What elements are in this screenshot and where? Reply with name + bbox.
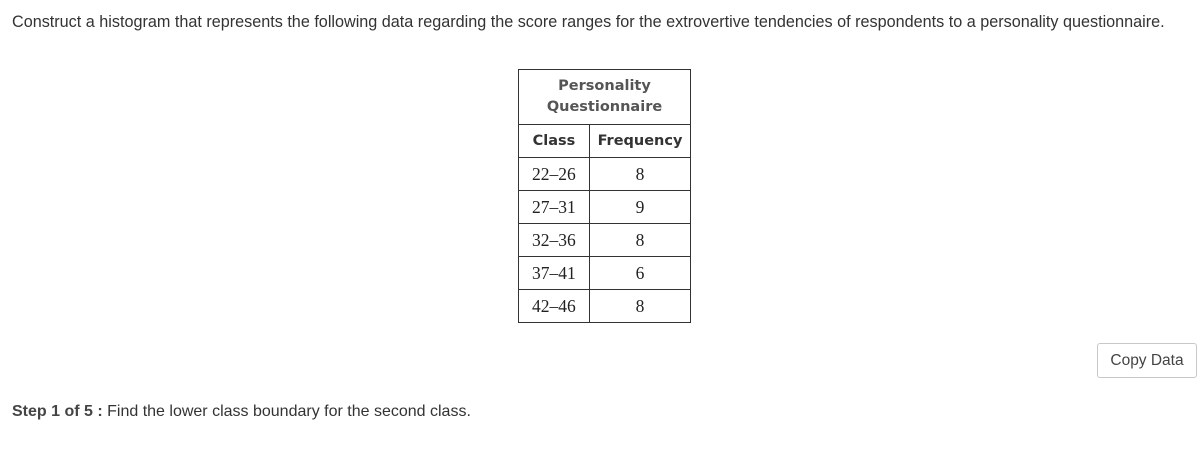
class-cell: 42–46 [519, 290, 590, 323]
table-row [519, 191, 691, 224]
copy-data-button[interactable]: Copy Data [1097, 343, 1197, 378]
step-instruction [12, 401, 471, 423]
class-cell: 22–26 [519, 158, 590, 191]
frequency-cell: 8 [590, 290, 691, 323]
table-row [519, 290, 691, 323]
frequency-cell: 8 [590, 224, 691, 257]
step-counter: Step 1 of 5 : [12, 403, 103, 420]
class-cell: 32–36 [519, 224, 590, 257]
table-title-line2: Questionnaire [546, 99, 663, 115]
class-cell: 37–41 [519, 257, 590, 290]
frequency-cell: 6 [590, 257, 691, 290]
frequency-cell: 9 [590, 191, 691, 224]
frequency-cell: 8 [590, 158, 691, 191]
question-prompt: Construct a histogram that represents the following data regarding the score ranges for the extrovertive tendencies of respondents to a personality questionnaire. [12, 13, 1165, 31]
column-header-frequency: Frequency [590, 125, 691, 158]
table-title-line1: Personality [558, 78, 651, 94]
class-cell: 27–31 [519, 191, 590, 224]
data-table-container [518, 69, 691, 323]
table-row [519, 257, 691, 290]
personality-questionnaire-table [518, 69, 691, 323]
table-row [519, 224, 691, 257]
step-text: Find the lower class boundary for the second class. [107, 403, 471, 420]
table-title [519, 70, 691, 125]
table-row [519, 158, 691, 191]
column-header-class: Class [519, 125, 590, 158]
